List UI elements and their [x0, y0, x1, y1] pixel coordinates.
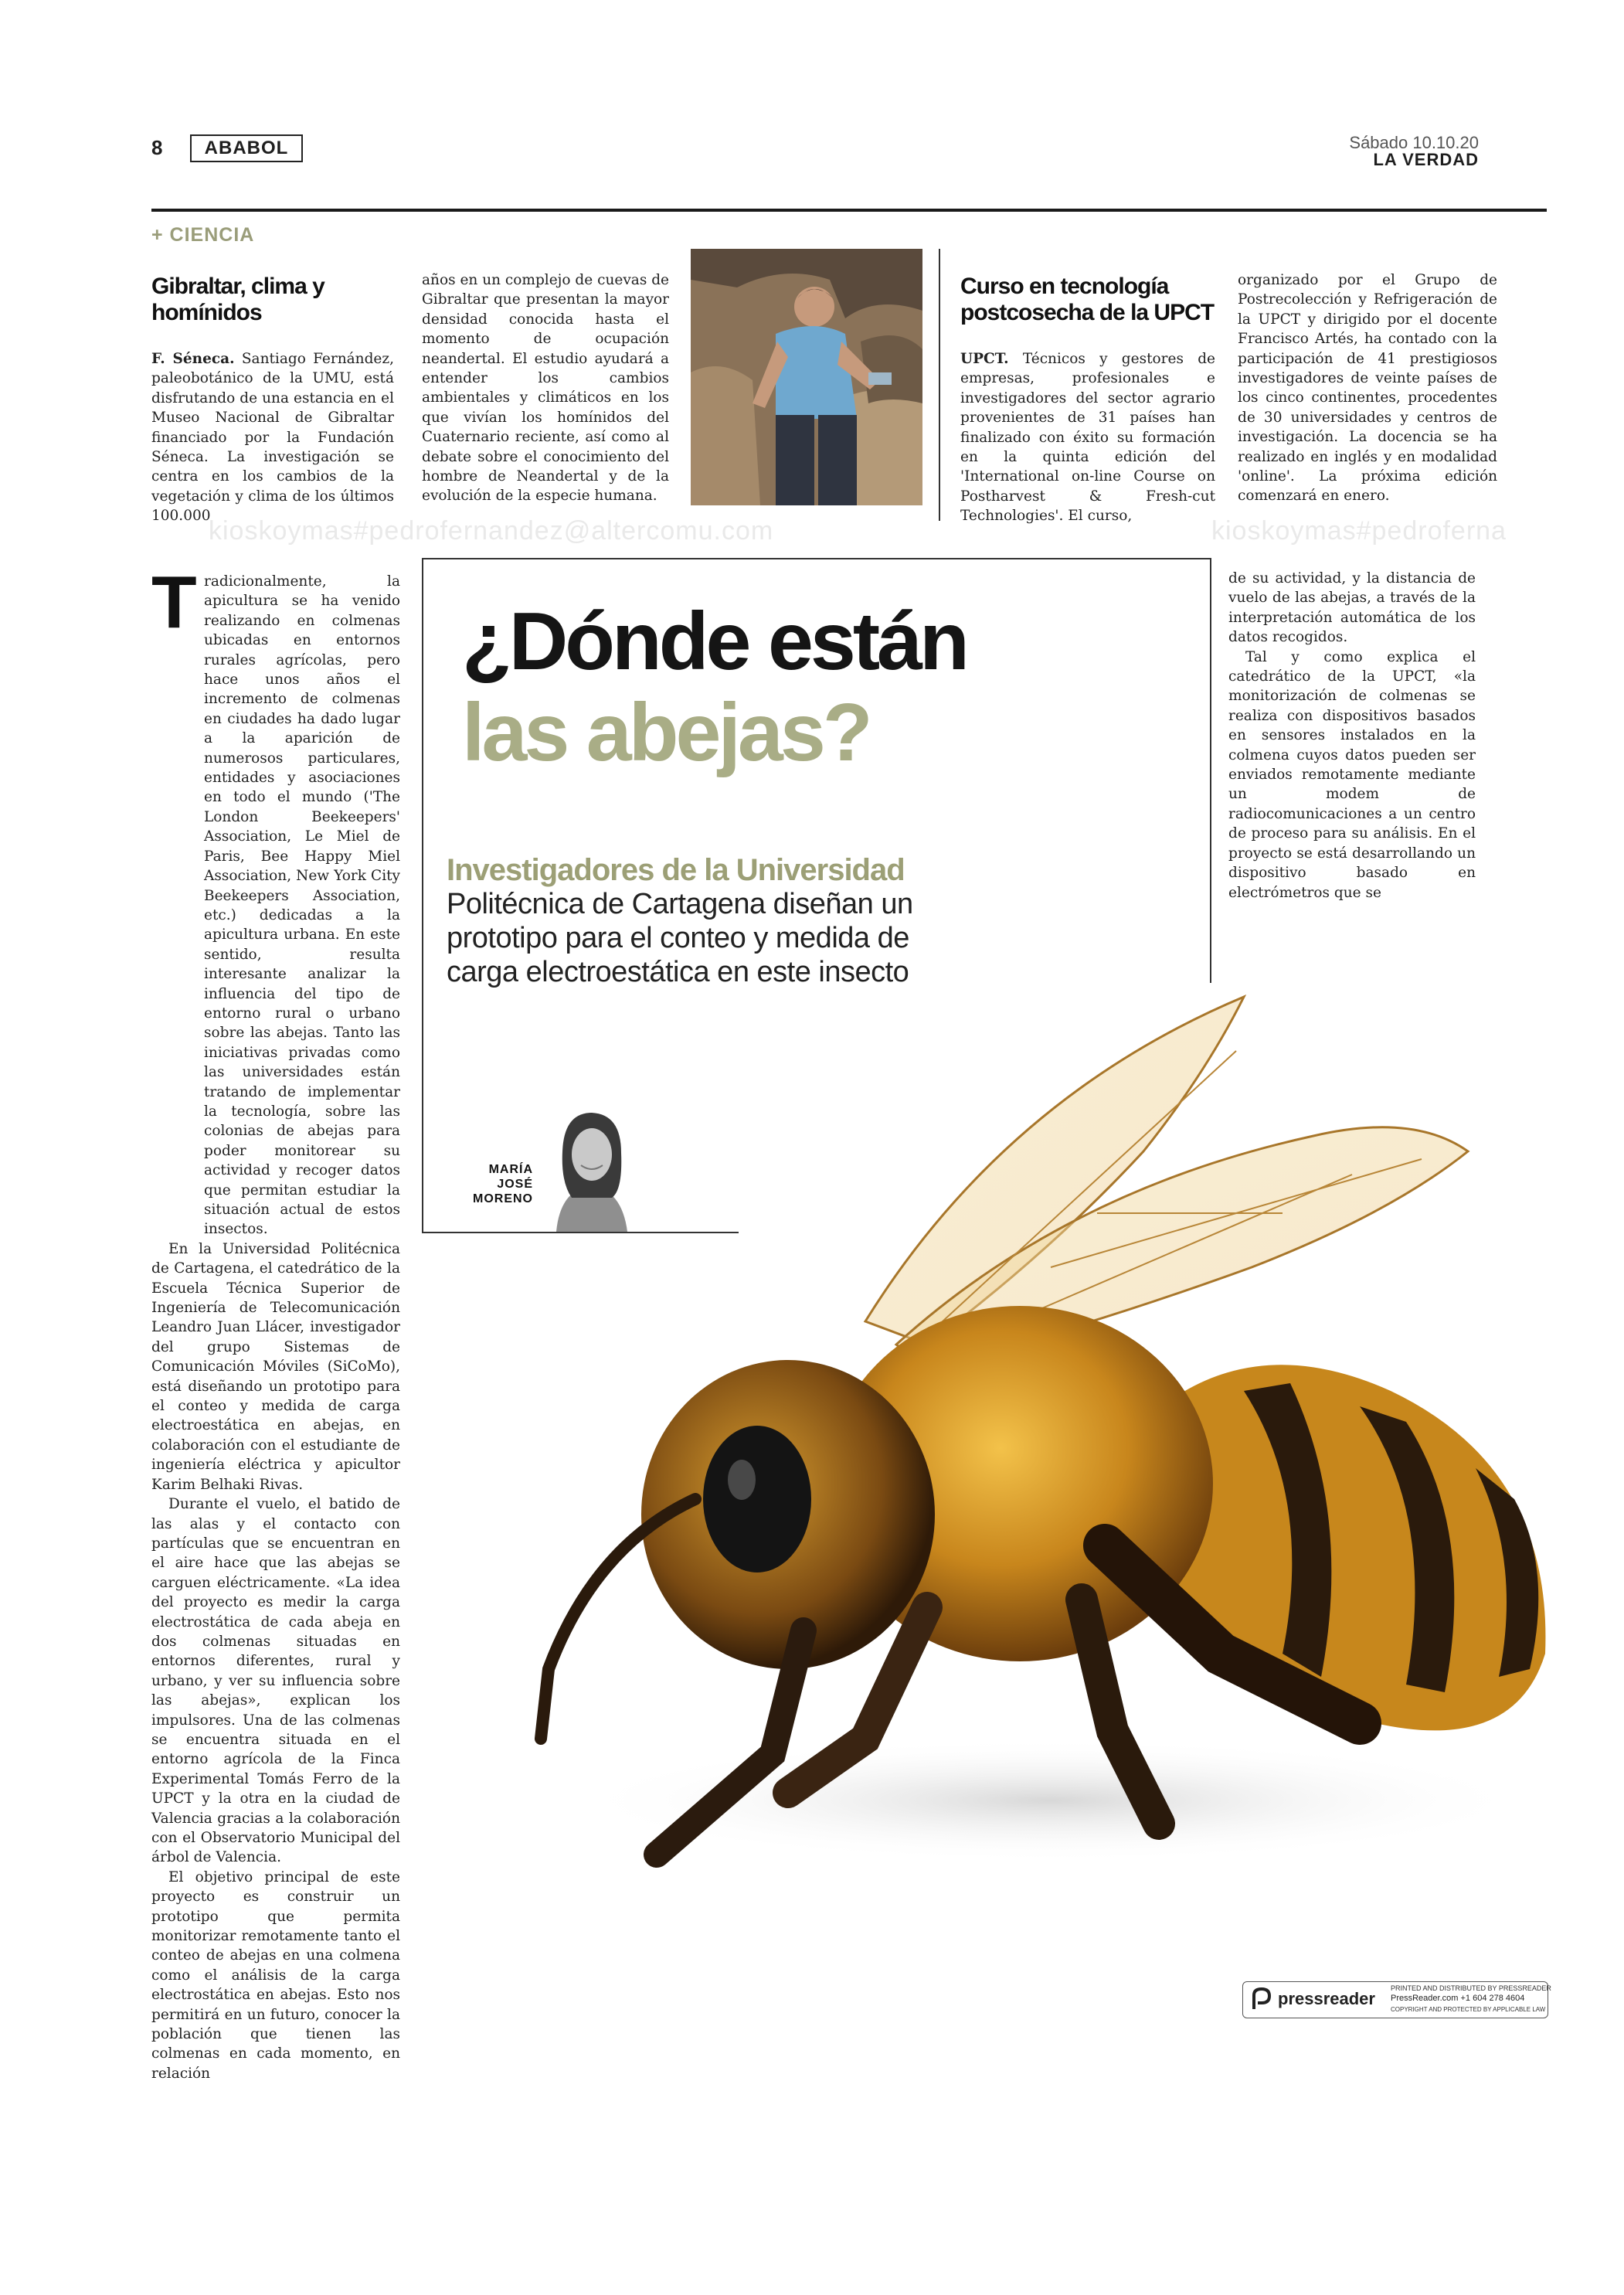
header-rule — [151, 209, 1547, 212]
article-paragraph: Durante el vuelo, el batido de las alas y el contacto con partículas que se encuentran en el aire hace que las abejas se carguen eléctricamente. «La idea del proyecto es medir la carga electrostática de cada abeja en dos colmenas situadas en entornos diferentes, rural y urbano, y ver su influencia sobre las abejas», explican los impulsores. Una de las colmenas se encuentra situada en el entorno agrícola de la Finca Experimental Tomás Ferro de la UPCT y la otra en la ciudad de Valencia gracias a la colaboración con el Observatorio Municipal del árbol de Valencia. — [151, 1496, 400, 1866]
article-paragraph: Tal y como explica el catedrático de la UPCT, «la monitorización de colmenas se realiza con dispositivos basados en sensores instalados en la colmena cuyos datos pueden ser enviados remotamente mediante un modem de radiocomunicaciones a un centro de proceso para su análisis. En el proyecto se está desarrollando un dispositivo basado en electrómetros que se — [1228, 648, 1476, 901]
article-column-1 — [151, 572, 400, 2083]
article-paragraph: de su actividad, y la distancia de vuelo de las abejas, a través de la interpretación automática de los datos recogidos. — [1228, 570, 1476, 646]
brief-upct-lead: UPCT. — [960, 351, 1009, 367]
newspaper-name: LA VERDAD — [1373, 150, 1479, 169]
article-column-2 — [1228, 569, 1476, 903]
watermark-left: kioskoymas#pedrofernandez@altercomu.com — [209, 516, 774, 546]
section-kicker: + CIENCIA — [151, 224, 255, 246]
brief-gibraltar-text-continued: años en un complejo de cuevas de Gibraltar que presentan la mayor densidad conocida hasta el momento de ocupación neandertal. El estudio ayudará a entender los cambios ambientales y climáticos en los que vivían los homínidos del Cuaternario reciente, así como al debate sobre el conocimiento del hombre de Neandertal y de la evolución de la especie humana. — [422, 272, 669, 505]
headline-line-2: las abejas? — [462, 687, 870, 778]
brief-gibraltar-text — [151, 349, 394, 526]
subheadline-bold: Investigadores de la Universidad — [447, 853, 905, 887]
author-portrait — [541, 1105, 641, 1232]
article-paragraph: En la Universidad Politécnica de Cartagena, el catedrático de la Escuela Técnica Superior de Ingeniería de Telecomunicación Leandro Juan Llácer, investigador del grupo Sistemas de Comunicación Móviles (SiCoMo), está diseñando un prototipo para el conteo y medida de carga electroestática en abejas, en colaboración con el estudiante de ingeniería eléctrica y apicultor Karim Belhaki Rivas. — [151, 1240, 400, 1493]
researcher-cave-photo — [691, 249, 922, 505]
page-number: 8 — [151, 136, 163, 159]
pressreader-line-1: PRINTED AND DISTRIBUTED BY PRESSREADER — [1391, 1984, 1551, 1992]
drop-cap: T — [151, 561, 197, 644]
brief-gibraltar-title: Gibraltar, clima y homínidos — [151, 274, 324, 325]
brief-gibraltar-body: Santiago Fernández, paleobotánico de la UMU, está disfrutando de una estancia en el Museo Nacional de Gibraltar financiado por la Fundación Séneca. La investigación se centra en los cambios de la vegetación y clima de los últimos 100.000 — [151, 351, 394, 525]
pressreader-line-3: COPYRIGHT AND PROTECTED BY APPLICABLE LAW — [1391, 2006, 1546, 2013]
watermark-right: kioskoymas#pedroferna — [1211, 516, 1507, 546]
headline-line-1: ¿Dónde están — [462, 596, 967, 687]
section-name-box: ABABOL — [190, 134, 303, 162]
brief-upct-course-title: Curso en tecnología postcosecha de la UPCT — [960, 274, 1215, 325]
article-paragraph: El objetivo principal de este proyecto es construir un prototipo que permita monitorizar remotamente tanto el conteo de abejas en una colmena como el análisis de la carga electrostática en abejas. Esto nos permitirá en un futuro, conocer la población que tienen las colmenas en cada momento, en relación — [151, 1868, 400, 2082]
pressreader-icon — [1252, 1987, 1272, 2011]
brief-upct-course-text — [960, 349, 1215, 526]
issue-date: Sábado 10.10.20 — [1349, 133, 1479, 152]
subheadline: Politécnica de Cartagena diseñan un prototipo para el conteo y medida de carga electroestática en este insecto — [447, 888, 913, 988]
brief-upct-body: Técnicos y gestores de empresas, profesionales e investigadores del sector agrario provenientes de 31 países han finalizado con éxito su formación en la quinta edición del 'International on-line Course on Postharvest & Fresh-cut Technologies'. El curso, — [960, 351, 1215, 525]
article-paragraph: radicionalmente, la apicultura se ha venido realizando en colmenas ubicadas en entornos rurales agrícolas, pero hace unos años el incremento de colmenas en ciudades ha dado lugar a la aparición de numerosos particulares, entidades y asociaciones en todo el mundo ('The London Beekeepers' Association, Le Miel de Paris, Bee Happy Miel Association, New York City Beekeepers Association, etc.) dedicadas a la apicultura urbana. En este sentido, resulta interesante analizar la influencia del tipo de entorno rural o urbano sobre las abejas. Tanto las iniciativas privadas como las universidades están tratando de implementar la tecnología, sobre las colonias de abejas para poder monitorear su actividad y recoger datos que permitan estudiar la situación actual de estos insectos. — [204, 573, 400, 1238]
pressreader-line-2: PressReader.com +1 604 278 4604 — [1391, 1994, 1525, 2003]
author-byline: MARÍA JOSÉ MORENO — [473, 1163, 533, 1205]
pressreader-brand: pressreader — [1278, 1989, 1375, 2008]
brief-gibraltar-lead: F. Séneca. — [151, 351, 235, 367]
brief-upct-course-text-continued: organizado por el Grupo de Postrecolección y Refrigeración de la UPCT y dirigido por el docente Francisco Artés, ha contado con la participación de 41 prestigiosos investigadores de veinte países de los cinco continentes, procedentes de 30 universidades y centros de investigación. La docencia se ha realizado en inglés y en modalidad 'online'. La próxima edición comenzará en enero. — [1238, 272, 1497, 505]
column-divider — [939, 249, 940, 521]
